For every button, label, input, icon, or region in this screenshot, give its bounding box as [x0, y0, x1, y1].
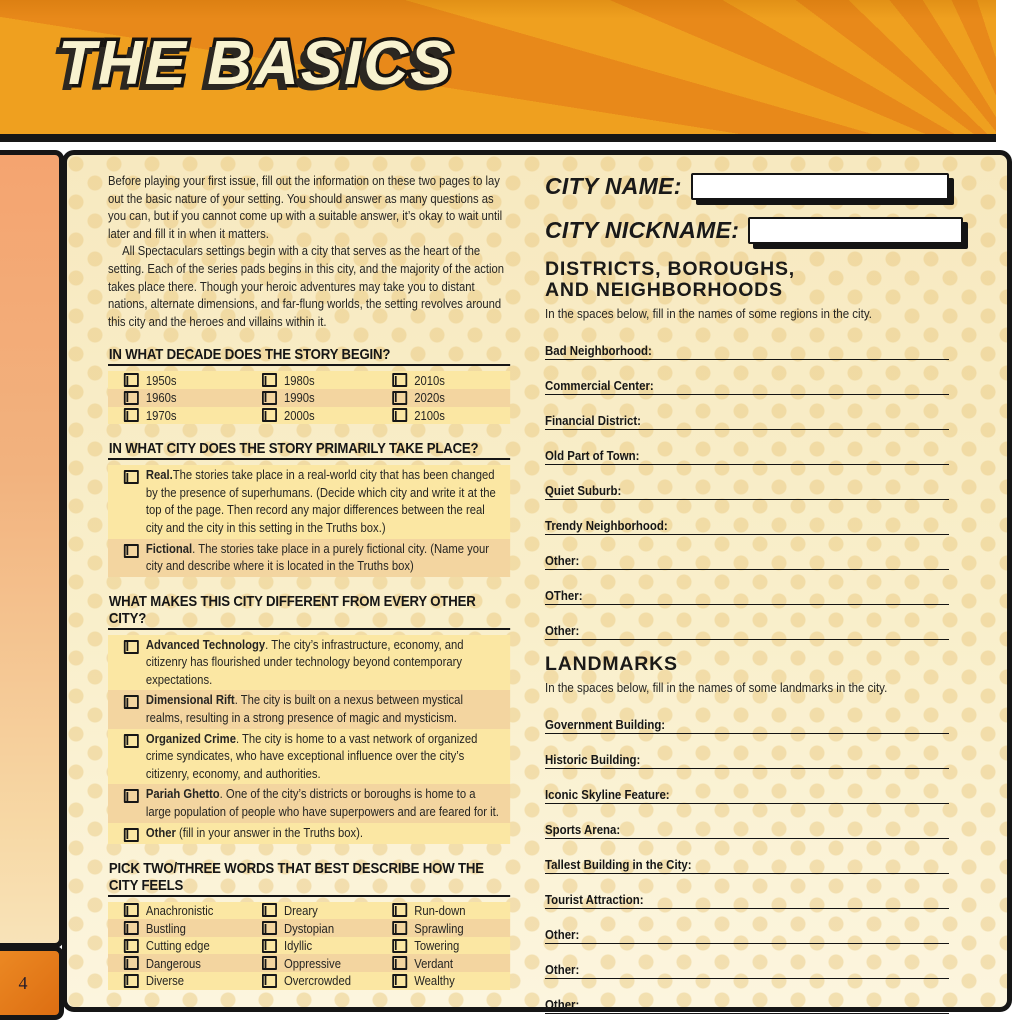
word-label: Towering	[414, 938, 460, 954]
word-option	[262, 938, 392, 953]
city-different-option	[108, 690, 510, 728]
city-different-option	[108, 784, 510, 822]
page-title: THE BASICS	[58, 29, 454, 98]
checkbox-icon[interactable]	[392, 939, 407, 953]
word-option	[124, 903, 262, 918]
word-label: Dystopian	[284, 920, 335, 936]
checkbox-icon[interactable]	[392, 921, 407, 935]
fill-line-bad-neighborhood[interactable]	[545, 325, 949, 360]
word-label: Anachronistic	[145, 902, 214, 918]
checkbox-icon[interactable]	[262, 408, 277, 422]
word-option	[124, 938, 262, 953]
checkbox-icon[interactable]	[262, 921, 277, 935]
option-label: Advanced Technology	[145, 636, 266, 652]
word-option	[262, 956, 392, 971]
checkbox-icon[interactable]	[262, 903, 277, 917]
landmarks-helper-text: In the spaces below, fill in the names of some landmarks in the city.	[545, 680, 888, 695]
decade-option-label: 2100s	[414, 407, 445, 423]
city-different-option	[108, 823, 510, 844]
option-label: Pariah Ghetto	[145, 786, 220, 802]
checkbox-icon[interactable]	[392, 974, 407, 988]
fill-line-landmark-other-1[interactable]	[545, 909, 949, 944]
field-label: Commercial Center:	[545, 378, 654, 393]
word-label: Idyllic	[284, 938, 313, 954]
word-label: Wealthy	[414, 973, 455, 989]
decade-option-label: 2010s	[414, 372, 445, 388]
word-row	[108, 972, 510, 990]
checkbox-icon[interactable]	[392, 408, 407, 422]
fill-line-landmark-other-3[interactable]	[545, 979, 949, 1014]
option-description: . The city is built on a nexus between mystical realms, resulting in a strong presence of magic and mysticism.	[145, 692, 463, 726]
decade-option	[124, 408, 262, 423]
decade-option	[392, 408, 526, 423]
word-row	[108, 902, 510, 920]
decade-option	[392, 373, 526, 388]
option-description: . One of the city’s districts or boroughs is home to a large population of people who have superpowers and are feared for it.	[145, 786, 499, 820]
checkbox-icon[interactable]	[262, 939, 277, 953]
city-name-input[interactable]	[691, 173, 949, 200]
decade-option	[392, 390, 526, 405]
checkbox-icon[interactable]	[124, 734, 139, 748]
checkbox-icon[interactable]	[124, 903, 139, 917]
word-option	[124, 956, 262, 971]
option-label: Fictional	[145, 540, 193, 556]
word-option	[124, 921, 262, 936]
decade-option	[262, 408, 392, 423]
worksheet-panel	[62, 150, 1012, 1012]
field-label: Sports Arena:	[545, 822, 621, 837]
districts-header-line1: DISTRICTS, BOROUGHS,	[545, 258, 796, 280]
field-label: Other:	[545, 962, 580, 977]
word-label: Cutting edge	[145, 938, 210, 954]
city-type-option	[108, 539, 510, 577]
city-type-section	[108, 440, 510, 577]
word-option	[262, 903, 392, 918]
decade-row	[108, 407, 510, 425]
banner	[0, 0, 996, 134]
decade-row	[108, 371, 510, 389]
districts-header-line2: AND NEIGHBORHOODS	[545, 279, 783, 301]
checkbox-icon[interactable]	[124, 544, 139, 558]
field-label: Bad Neighborhood:	[545, 343, 652, 358]
option-description: . The city’s infrastructure, economy, and citizenry has flourished under technology beyond contemporary expectations.	[145, 636, 464, 687]
fill-line-district-other-3[interactable]	[545, 605, 949, 640]
option-label: Other	[145, 824, 176, 840]
word-option	[392, 921, 526, 936]
decade-option-label: 2000s	[284, 407, 315, 423]
fill-line-commercial-center[interactable]	[545, 360, 949, 395]
checkbox-icon[interactable]	[124, 391, 139, 405]
word-option	[392, 903, 526, 918]
decade-option	[262, 373, 392, 388]
landmarks-header: LANDMARKS	[545, 653, 678, 675]
decade-option-label: 1990s	[284, 390, 315, 406]
districts-header	[545, 259, 949, 301]
city-nickname-input[interactable]	[748, 217, 963, 244]
field-label: Government Building:	[545, 717, 666, 732]
field-label: Financial District:	[545, 413, 641, 428]
word-label: Diverse	[145, 973, 185, 989]
word-label: Dangerous	[145, 955, 201, 971]
word-option	[392, 973, 526, 988]
word-label: Run-down	[414, 902, 466, 918]
checkbox-icon[interactable]	[124, 470, 139, 484]
option-description: The stories take place in a real-world city that has been changed by the presence of superhumans. (Decide which city and write it at the top of the page. Then record any major differences between the real city and the city in this setting in the Truths box.)	[145, 467, 496, 535]
checkbox-icon[interactable]	[392, 391, 407, 405]
word-option	[124, 973, 262, 988]
checkbox-icon[interactable]	[124, 974, 139, 988]
word-label: Overcrowded	[284, 973, 351, 989]
option-description: (fill in your answer in the Truths box).	[175, 824, 364, 840]
checkbox-icon[interactable]	[124, 939, 139, 953]
field-label: Historic Building:	[545, 752, 641, 767]
intro-paragraph-1: Before playing your first issue, fill out the information on these two pages to lay out the basic nature of your setting. You should answer as many questions as you can, but if you cannot come up with a suitable answer, it’s okay to wait until later and fill it in when it matters.	[108, 173, 503, 241]
option-label: Real.	[145, 467, 173, 483]
previous-page-edge	[0, 150, 64, 948]
decade-option	[124, 390, 262, 405]
field-label: Other:	[545, 623, 580, 638]
checkbox-icon[interactable]	[124, 373, 139, 387]
city-different-option	[108, 635, 510, 691]
field-label: Other:	[545, 927, 580, 942]
city-feel-section-header: PICK TWO/THREE WORDS THAT BEST DESCRIBE HOW THE CITY FEELS	[108, 860, 510, 897]
word-label: Bustling	[145, 920, 186, 936]
field-label: Tallest Building in the City:	[545, 857, 692, 872]
page-number: 4	[18, 972, 28, 993]
decade-row	[108, 389, 510, 407]
option-text	[146, 785, 502, 820]
fill-line-tallest-building[interactable]	[545, 839, 949, 874]
fill-line-quiet-suburb[interactable]	[545, 465, 949, 500]
field-label: Trendy Neighborhood:	[545, 518, 668, 533]
checkbox-icon[interactable]	[262, 974, 277, 988]
city-nickname-label: CITY NICKNAME:	[545, 216, 740, 243]
word-option	[392, 938, 526, 953]
field-label: Other:	[545, 997, 580, 1012]
city-different-section-header: WHAT MAKES THIS CITY DIFFERENT FROM EVERY OTHER CITY?	[108, 593, 510, 630]
fill-line-government-building[interactable]	[545, 699, 949, 734]
left-column	[108, 172, 510, 990]
fill-line-tourist-attraction[interactable]	[545, 874, 949, 909]
option-text	[146, 691, 502, 726]
districts-helper-text: In the spaces below, fill in the names of some regions in the city.	[545, 306, 872, 321]
word-option	[392, 956, 526, 971]
field-label: Old Part of Town:	[545, 448, 640, 463]
fill-line-district-other-1[interactable]	[545, 535, 949, 570]
fill-line-historic-building[interactable]	[545, 734, 949, 769]
word-label: Verdant	[414, 955, 454, 971]
checkbox-icon[interactable]	[392, 903, 407, 917]
checkbox-icon[interactable]	[262, 956, 277, 970]
right-column	[545, 171, 949, 1014]
checkbox-icon[interactable]	[262, 391, 277, 405]
page-number-block	[0, 946, 64, 1020]
checkbox-icon[interactable]	[124, 789, 139, 803]
city-name-row	[545, 171, 949, 201]
word-option	[262, 921, 392, 936]
field-label: Iconic Skyline Feature:	[545, 787, 670, 802]
option-description: . The stories take place in a purely fictional city. (Name your city and describe where it is located in the Truths box)	[145, 540, 490, 574]
checkbox-icon[interactable]	[124, 956, 139, 970]
field-label: Quiet Suburb:	[545, 483, 622, 498]
city-type-section-header: IN WHAT CITY DOES THE STORY PRIMARILY TAKE PLACE?	[108, 440, 510, 460]
checkbox-icon[interactable]	[262, 373, 277, 387]
landmarks-fields	[545, 699, 949, 1014]
intro-paragraph-2: All Spectaculars settings begin with a city that serves as the heart of the setting. Each of the series pads begins in this city, and the majority of the action takes place there. Though your heroic adventures may take you to distant nations, alternate dimensions, and far-flung worlds, the setting revolves around this city and the heroes and villains within it.	[108, 243, 505, 329]
word-row	[108, 919, 510, 937]
checkbox-icon[interactable]	[124, 640, 139, 654]
fill-line-landmark-other-2[interactable]	[545, 944, 949, 979]
decade-option	[124, 373, 262, 388]
field-label: Tourist Attraction:	[545, 892, 644, 907]
decade-option-label: 1970s	[145, 407, 177, 423]
word-label: Oppressive	[284, 955, 341, 971]
word-option	[262, 973, 392, 988]
fill-line-trendy-neighborhood[interactable]	[545, 500, 949, 535]
city-different-section	[108, 593, 510, 844]
word-row	[108, 937, 510, 955]
fill-line-sports-arena[interactable]	[545, 804, 949, 839]
checkbox-icon[interactable]	[124, 695, 139, 709]
field-label: OTher:	[545, 588, 583, 603]
word-label: Dreary	[284, 902, 318, 918]
option-text	[146, 636, 502, 689]
checkbox-icon[interactable]	[392, 956, 407, 970]
option-text	[146, 730, 502, 783]
city-name-label: CITY NAME:	[545, 172, 682, 199]
decade-option-label: 1950s	[145, 372, 177, 388]
word-row	[108, 954, 510, 972]
option-label: Dimensional Rift	[145, 692, 235, 708]
fill-line-iconic-skyline-feature[interactable]	[545, 769, 949, 804]
field-label: Other:	[545, 553, 580, 568]
checkbox-icon[interactable]	[124, 408, 139, 422]
decade-option-label: 1960s	[145, 390, 177, 406]
decade-section	[108, 346, 510, 424]
option-text	[146, 540, 502, 575]
city-different-option	[108, 729, 510, 785]
intro-text	[108, 172, 510, 330]
option-text	[146, 466, 502, 536]
city-nickname-row	[545, 215, 949, 245]
checkbox-icon[interactable]	[124, 921, 139, 935]
decade-option	[262, 390, 392, 405]
fill-line-financial-district[interactable]	[545, 395, 949, 430]
checkbox-icon[interactable]	[124, 828, 139, 842]
banner-divider	[0, 134, 996, 142]
word-label: Sprawling	[414, 920, 464, 936]
decade-option-label: 2020s	[414, 390, 445, 406]
city-type-option	[108, 465, 510, 538]
checkbox-icon[interactable]	[392, 373, 407, 387]
fill-line-district-other-2[interactable]	[545, 570, 949, 605]
fill-line-old-part-of-town[interactable]	[545, 430, 949, 465]
option-label: Organized Crime	[145, 730, 236, 746]
city-feel-section	[108, 860, 510, 990]
decade-option-label: 1980s	[284, 372, 315, 388]
option-text	[146, 824, 502, 842]
districts-fields	[545, 325, 949, 640]
option-description: . The city is home to a vast network of organized crime syndicates, who have exceptional influence over the city’s citizenry, economy, and authorities.	[145, 730, 478, 781]
decade-section-header: IN WHAT DECADE DOES THE STORY BEGIN?	[108, 346, 510, 366]
